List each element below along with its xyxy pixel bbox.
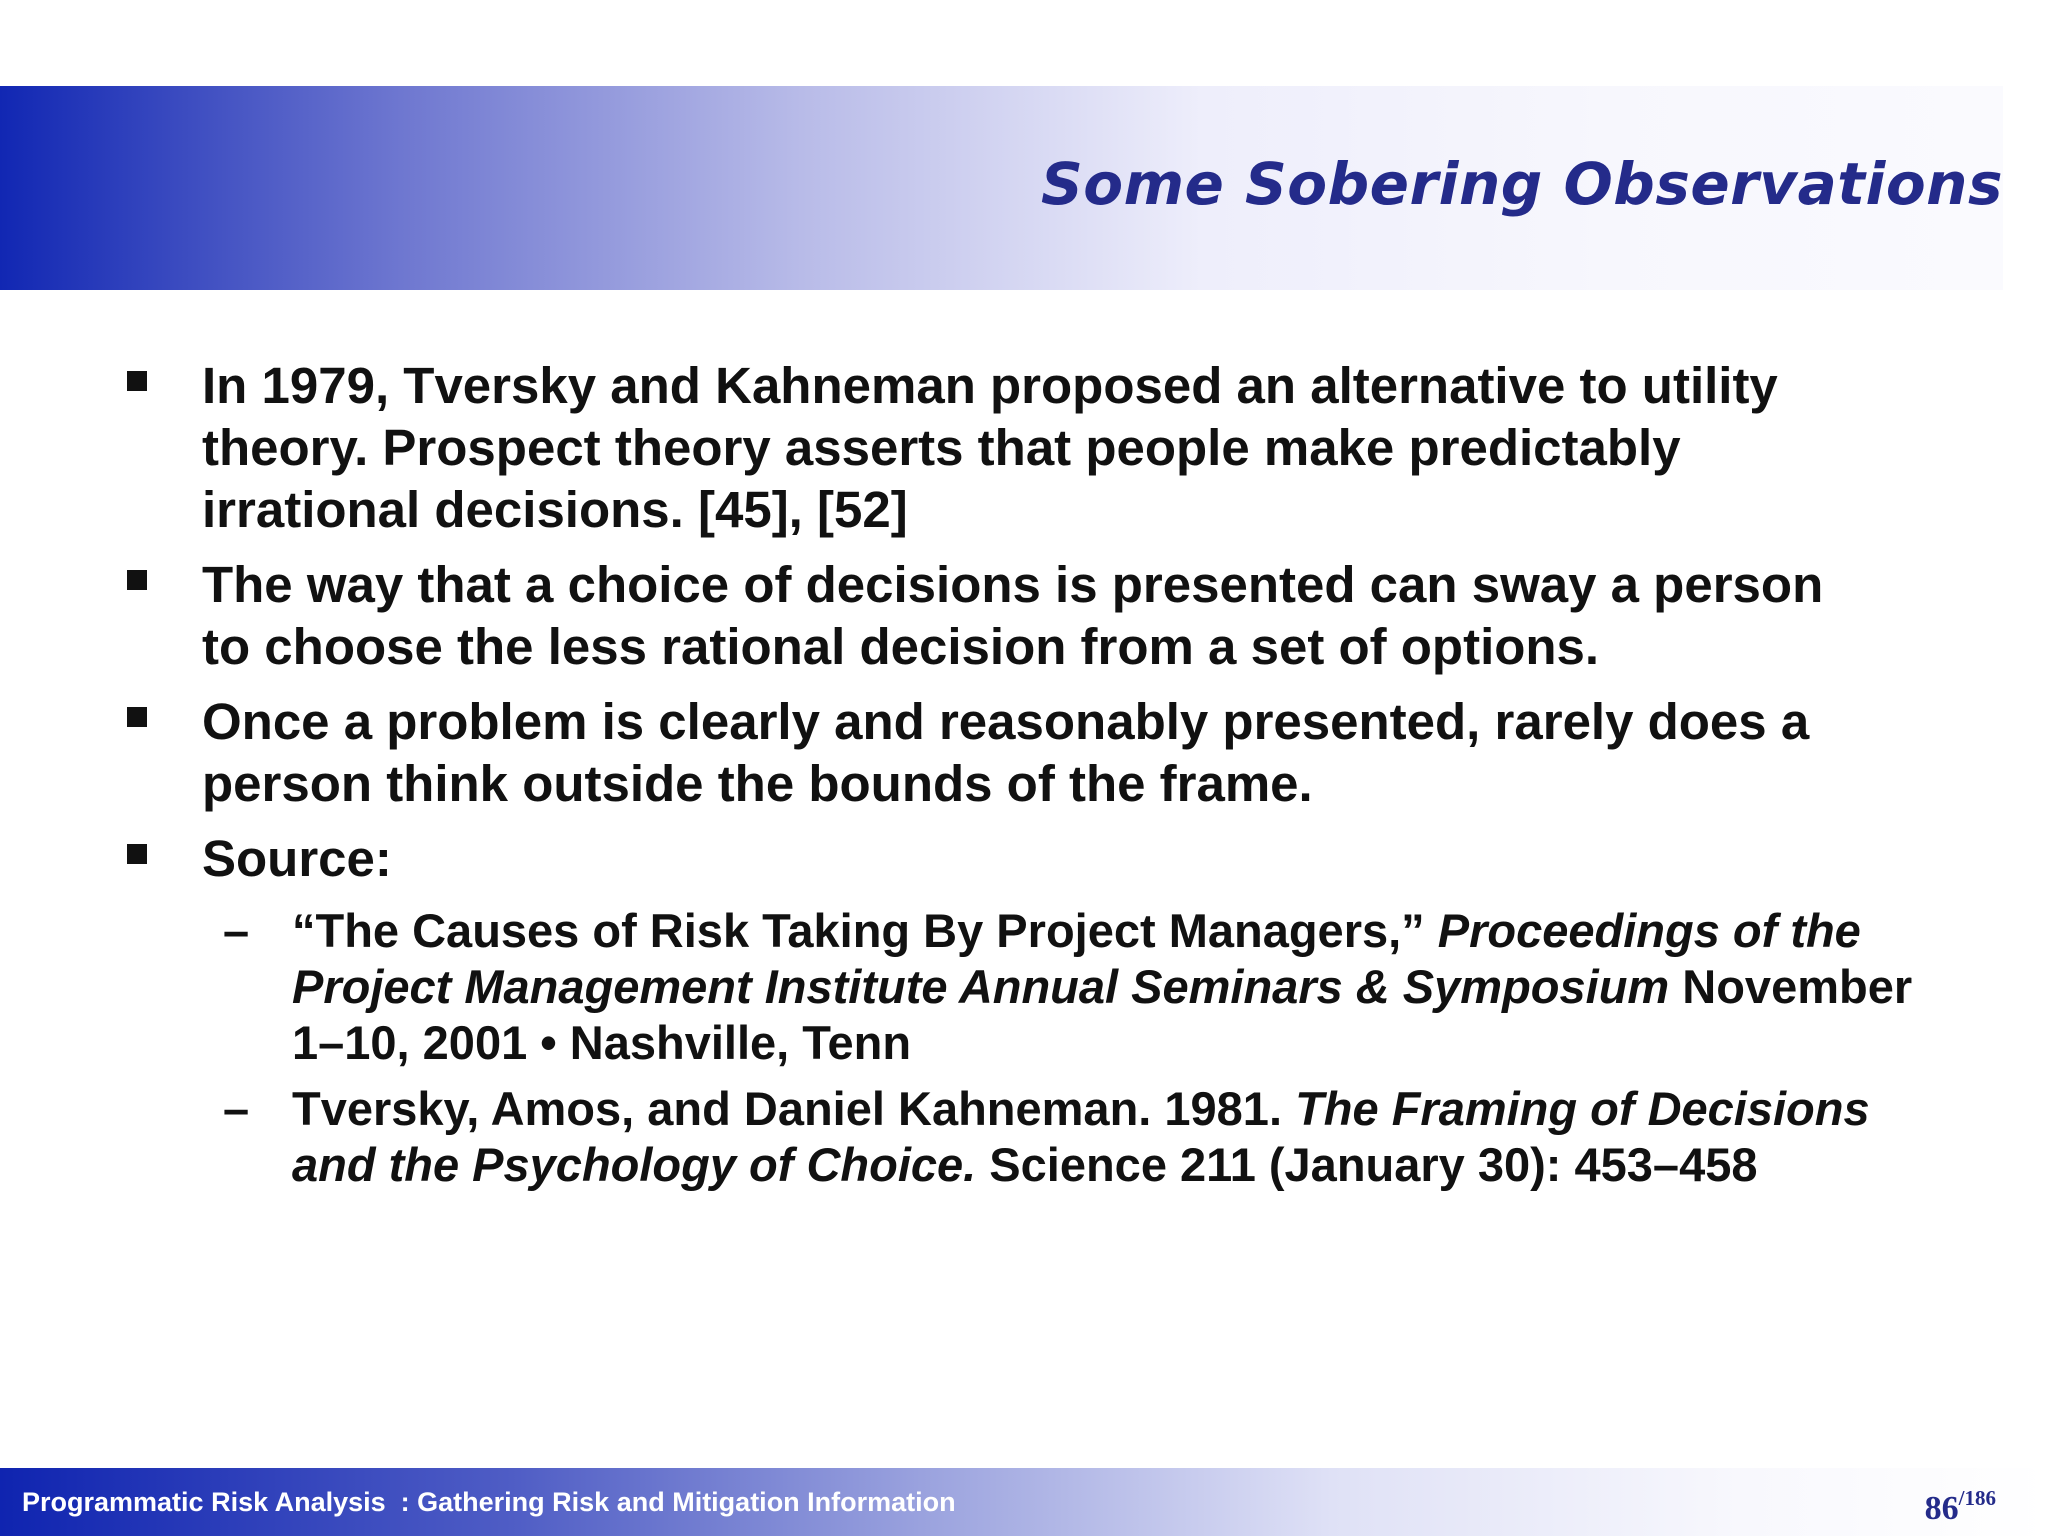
source-text: “The Causes of Risk Taking By Project Managers,”	[292, 904, 1425, 957]
bullet-text: The way that a choice of decisions is presented can sway a person to choose the less rational decision from a set of options.	[202, 556, 1824, 675]
source-item	[0, 1081, 1952, 1193]
source-text-italic: Proceedings of the Project Management Institute Annual Seminars & Symposium	[292, 904, 1861, 1013]
square-bullet-icon	[127, 707, 147, 727]
footer-text: Programmatic Risk Analysis : Gathering Risk and Mitigation Information	[22, 1487, 956, 1517]
bullet-item	[0, 554, 1842, 678]
slide-content	[0, 355, 2048, 1203]
source-text: November 1–10, 2001 • Nashville, Tenn	[292, 960, 1913, 1069]
source-text: Science 211 (January 30): 453–458	[989, 1138, 1758, 1191]
square-bullet-icon	[127, 844, 147, 864]
dash-bullet-icon: –	[223, 1082, 250, 1135]
source-text-italic: The Framing of Decisions and the Psychology of Choice.	[292, 1082, 1870, 1191]
bullet-item	[0, 355, 1842, 541]
bullet-item	[0, 691, 1842, 815]
page-current: 86	[1924, 1490, 1959, 1527]
page-total: /186	[1958, 1486, 1996, 1510]
slide-title: Some Sobering Observations	[1040, 150, 2003, 218]
bullet-item	[0, 828, 1842, 890]
square-bullet-icon	[127, 371, 147, 391]
bullet-text: Source:	[202, 830, 392, 887]
source-item	[0, 903, 1952, 1071]
source-text: Tversky, Amos, and Daniel Kahneman. 1981.	[292, 1082, 1283, 1135]
bullet-text: In 1979, Tversky and Kahneman proposed an alternative to utility theory. Prospect theory asserts that people make predictably irrational decisions. [45], [52]	[202, 357, 1778, 538]
square-bullet-icon	[127, 570, 147, 590]
bullet-text: Once a problem is clearly and reasonably presented, rarely does a person think outside the bounds of the frame.	[202, 693, 1810, 812]
page-number	[1924, 1486, 1996, 1528]
dash-bullet-icon: –	[223, 904, 250, 957]
